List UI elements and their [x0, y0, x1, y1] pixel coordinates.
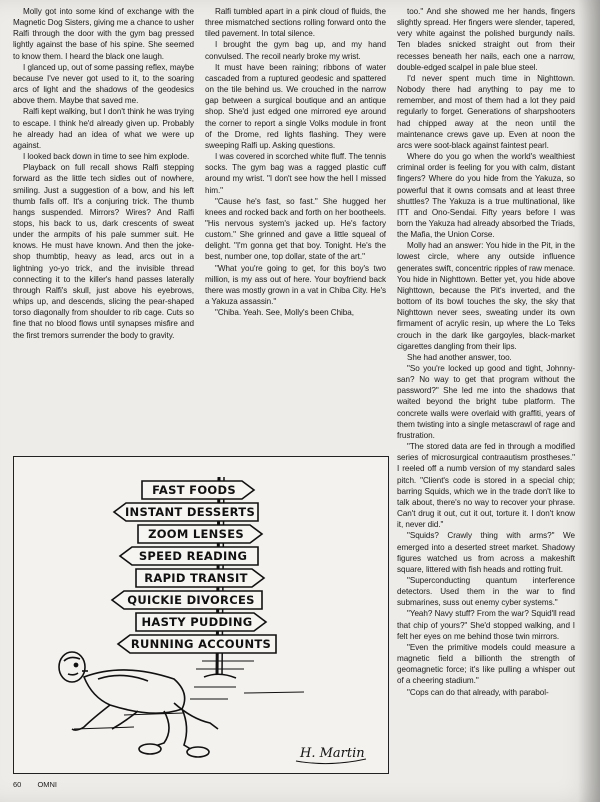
- signpost-board: [114, 503, 258, 521]
- sign-label: FAST FOODS: [152, 483, 236, 497]
- signpost-board: [120, 547, 258, 565]
- magazine-name: OMNI: [37, 780, 58, 789]
- running-man-drawing: [59, 652, 218, 757]
- paragraph: Molly had an answer: You hide in the Pit, in the lowest circle, where any outside influence generates swift, concentric ripples of raw menace. You hide in Nighttown. Better yet, you hide above Nighttown, because the Pit's inverted, and the bottom of its bowl touches the sky, the sky that Nighttown never sees, sweating under its own firmament of acrylic resin, up where the Lo Teks crouch in the dark like gargoyles, black-market cigarettes dangling from their lips.: [397, 241, 575, 351]
- paragraph: "The stored data are fed in through a modified series of microsurgical contraautism prostheses." I reeled off a numb version of my standard sales pitch. "Client's code is stored in a special chip; barring Squids, which we in the trade don't like to talk about, there's no way to recover your phrase. Can't drug it out, cut it out, torture it. I don't know it, never did.": [397, 442, 575, 530]
- paragraph: Where do you go when the world's wealthiest criminal order is feeling for you with calm, distant fingers? Where do you hide from the Yakuza, so powerful that it owns comsats and at least three shuttles? The Yakuza is a true multinational, like ITT and Ono-Sendai. Fifty years before I was born the Yakuza had already absorbed the Triads, the Mafia, the Union Corse.: [397, 152, 575, 240]
- paragraph: Molly got into some kind of exchange with the Magnetic Dog Sisters, giving me a chance to usher Ralfi through the door with the gym bag pressed lightly against the base of his spine. She seemed to know them. I heard the black one laugh.: [13, 7, 194, 61]
- cartoon-illustration: [13, 456, 389, 774]
- paragraph: "Squids? Crawly thing with arms?" We emerged into a deserted street market. Shadowy figures watched us from across a makeshift square, littered with fish heads and rotting fruit.: [397, 531, 575, 574]
- sign-label: QUICKIE DIVORCES: [127, 593, 255, 607]
- sign-label: HASTY PUDDING: [141, 615, 253, 629]
- text-column-1: [13, 6, 194, 341]
- paragraph: Ralfi kept walking, but I don't think he was trying to escape. I think he'd already given up. Probably he already had an idea of what we were up against.: [13, 107, 194, 150]
- signpost-board: [138, 525, 262, 543]
- signpost-board: [142, 481, 254, 499]
- signpost-cartoon: [14, 457, 388, 773]
- text-column-3: [397, 6, 575, 698]
- paragraph: "So you're locked up good and tight, Johnny-san? No way to get that program without the password?" She led me into the shadows that waited beyond the bright tube platform. The concrete walls were overlaid with graffiti, years of them twisting into a single metascrawl of rage and frustration.: [397, 364, 575, 440]
- paragraph: "Yeah? Navy stuff? From the war? Squid'll read that chip of yours?" She'd stopped walking, and I felt her eyes on me behind those twin mirrors.: [397, 609, 575, 641]
- paragraph: "Cause he's fast, so fast." She hugged her knees and rocked back and forth on her bootheels. "His nervous system's jacked up. He's factory custom." She grinned and gave a little squeal of delight. "I'm gonna get that boy. Tonight. He's the best, number one, top dollar, state of the art.": [205, 196, 386, 262]
- paragraph: I looked back down in time to see him explode.: [23, 152, 190, 162]
- sign-label: SPEED READING: [138, 549, 248, 563]
- paragraph: I was covered in scorched white fluff. The tennis socks. The gym bag was a ragged plastic cuff around my wrist. "I don't see how the hell I missed him.": [205, 152, 386, 195]
- paragraph: I glanced up, out of some passing reflex, maybe because I've never got used to it, to the soaring arcs of light and the shadows of the geodesics above them. Maybe that saved me.: [13, 62, 194, 106]
- sign-label: ZOOM LENSES: [148, 527, 244, 541]
- signpost-board: [136, 613, 266, 631]
- paragraph: I'd never spent much time in Nighttown. Nobody there had anything to pay me to remember, and most of them had a lot they paid regularly to forget. Generations of sharpshooters had chipped away at the neon until the maintenance crews gave up. Even at noon the arcs were soot-black against faintest pearl.: [397, 73, 575, 150]
- paragraph: I brought the gym bag up, and my hand convulsed. The recoil nearly broke my wrist.: [205, 40, 386, 61]
- signpost-board: [112, 591, 262, 609]
- paragraph: "Chiba. Yeah. See, Molly's been Chiba,: [215, 308, 354, 318]
- paragraph: Ralfi tumbled apart in a pink cloud of fluids, the three mismatched sections rolling forward onto the tiled pavement. In total silence.: [205, 7, 386, 39]
- text-column-2: [205, 6, 386, 318]
- sign-label: INSTANT DESSERTS: [124, 505, 256, 519]
- page-fold-shadow: [578, 0, 600, 802]
- sign-label: RAPID TRANSIT: [144, 571, 248, 585]
- paragraph: "What you're going to get, for this boy's two million, is my ass out of here. Your boyfriend back there was mostly grown in a vat in Chiba City. He's a Yakuza assassin.": [205, 263, 386, 307]
- paragraph: She had another answer, too.: [407, 352, 512, 362]
- paragraph: It must have been raining; ribbons of water cascaded from a ruptured geodesic and spattered on the tile behind us. We crouched in the narrow gap between a surgical boutique and an antique shop. She'd just edged one mirrored eye around the corner to report a single Volks module in front of the Drome, red lights flashing. They were sweeping Ralfi up. Asking questions.: [205, 62, 386, 150]
- paragraph: "Cops can do that already, with parabol-: [407, 687, 549, 697]
- sign-label: RUNNING ACCOUNTS: [130, 637, 272, 651]
- signpost-board: [118, 635, 276, 653]
- page-number: 60: [13, 780, 22, 789]
- paragraph: "Even the primitive models could measure a magnetic field a billionth the strength of geomagnetic force; it's like pulling a whisper out of a cheering stadium.": [397, 642, 575, 686]
- signpost-board: [136, 569, 264, 587]
- artist-signature: H. Martin: [300, 746, 365, 761]
- paragraph: too." And she showed me her hands, fingers slightly spread. Her fingers were slender, tapered, very white against the polished burgundy nails. Ten blades snicked straight out from their recesses beneath her nails, each one a narrow, double-edged scalpel in pale blue steel.: [397, 7, 575, 72]
- page-footer: [13, 780, 71, 789]
- paragraph: Playback on full recall shows Ralfi stepping forward as the little tech sidles out of nowhere, smiling. Just a suggestion of a bow, and his left thumb falls off. It's a conjuring trick. The thumb hangs suspended. Mirrors? Wires? And Ralfi stops, his back to us, dark crescents of sweat under the armpits of his pale summer suit. He knows. He must have known. And then the joke-shop thumbtip, heavy as lead, arcs out in a lightning yo-yo trick, and the invisible thread connecting it to the killer's hand passes laterally through Ralfi's skull, just above his eyebrows, whips up, and descends, slicing the pear-shaped torso diagonally from shoulder to rib cage. Cuts so fine that no blood flows until synapses misfire and the first tremors surrender the body to gravity.: [13, 163, 194, 340]
- paragraph: "Superconducting quantum interference detectors. Used them in the war to find submarines, suss out enemy cyber systems.": [397, 575, 575, 608]
